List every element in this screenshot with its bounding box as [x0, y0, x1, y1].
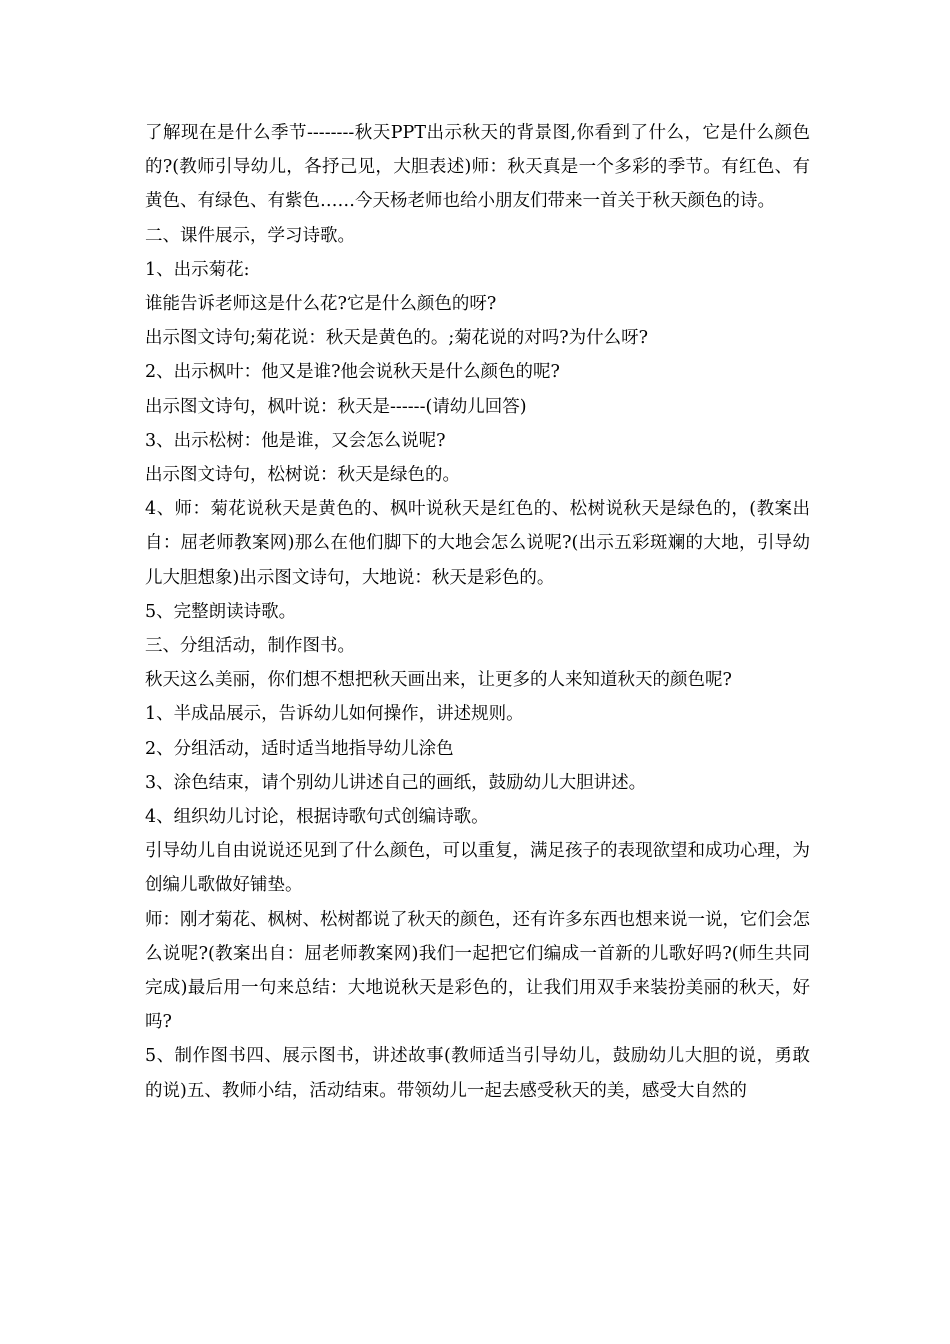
paragraph-teacher-summary: 师：刚才菊花、枫树、松树都说了秋天的颜色，还有许多东西也想来说一说，它们会怎么说呢?(教案出自：屈老师教案网)我们一起把它们编成一首新的儿歌好吗?(师生共同完成)最后用一句来总结：大地说秋天是彩色的，让我们用双手来装扮美丽的秋天，好吗? [145, 909, 810, 1033]
section-heading-group-activity: 三、分组活动，制作图书。 [145, 636, 355, 657]
step-pine-tree: 3、出示松树：他是谁，又会怎么说呢? [145, 430, 446, 451]
paragraph-question-flower: 谁能告诉老师这是什么花?它是什么颜色的呀? [145, 294, 497, 315]
document-body [145, 116, 810, 1108]
step-earth: 4、师：菊花说秋天是黄色的、枫叶说秋天是红色的、松树说秋天是绿色的，(教案出自：屈老师教案网)那么在他们脚下的大地会怎么说呢?(出示五彩斑斓的大地，引导幼儿大胆想象)出示图文诗句，大地说：秋天是彩色的。 [145, 499, 810, 588]
step-discussion: 4、组织幼儿讨论，根据诗歌句式创编诗歌。 [145, 807, 489, 828]
paragraph-make-book: 5、制作图书四、展示图书，讲述故事(教师适当引导幼儿，鼓励幼儿大胆的说，勇敢的说)五、教师小结，活动结束。带领幼儿一起去感受秋天的美，感受大自然的 [145, 1046, 810, 1101]
paragraph-draw-autumn: 秋天这么美丽，你们想不想把秋天画出来，让更多的人来知道秋天的颜色呢? [145, 670, 732, 691]
step-show-materials: 1、半成品展示，告诉幼儿如何操作，讲述规则。 [145, 704, 524, 725]
step-maple-leaf: 2、出示枫叶：他又是谁?他会说秋天是什么颜色的呢? [145, 362, 560, 383]
paragraph-maple-verse: 出示图文诗句，枫叶说：秋天是------(请幼儿回答) [145, 396, 527, 417]
section-heading-courseware: 二、课件展示，学习诗歌。 [145, 225, 355, 246]
paragraph-chrysanthemum-verse: 出示图文诗句;菊花说：秋天是黄色的。;菊花说的对吗?为什么呀? [145, 328, 649, 349]
step-coloring-end: 3、涂色结束，请个别幼儿讲述自己的画纸，鼓励幼儿大胆讲述。 [145, 772, 647, 793]
step-chrysanthemum: 1、出示菊花: [145, 259, 250, 280]
paragraph-free-talk: 引导幼儿自由说说还见到了什么颜色，可以重复，满足孩子的表现欲望和成功心理，为创编儿歌做好铺垫。 [145, 841, 810, 896]
paragraph-intro: 了解现在是什么季节--------秋天PPT出示秋天的背景图,你看到了什么，它是什么颜色的?(教师引导幼儿，各抒己见，大胆表述)师：秋天真是一个多彩的季节。有红色、有黄色、有绿色、有紫色……今天杨老师也给小朋友们带来一首关于秋天颜色的诗。 [145, 123, 810, 212]
step-group-coloring: 2、分组活动，适时适当地指导幼儿涂色 [145, 738, 454, 759]
paragraph-pine-verse: 出示图文诗句，松树说：秋天是绿色的。 [145, 465, 460, 486]
step-read-poem: 5、完整朗读诗歌。 [145, 601, 297, 622]
